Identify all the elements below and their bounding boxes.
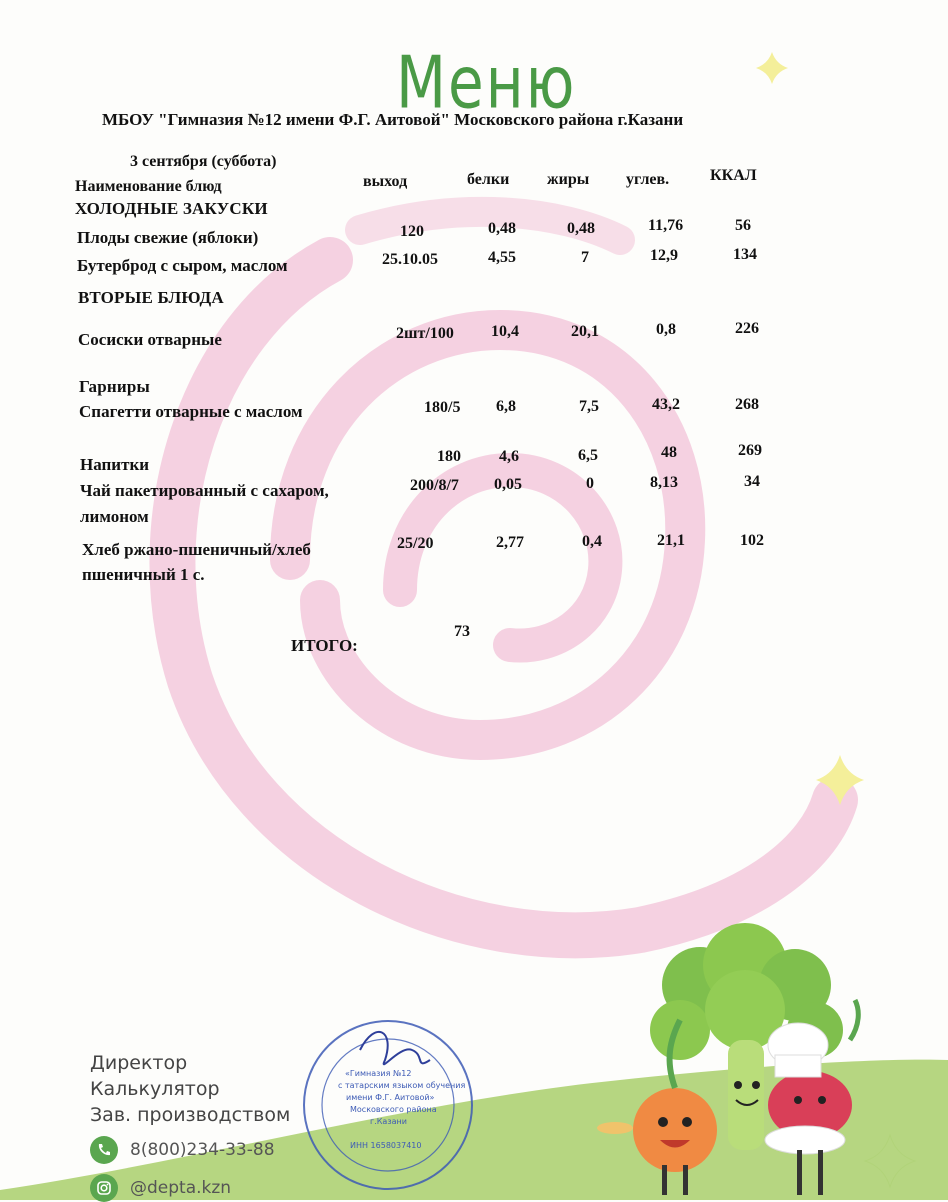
dish-carbs: 0,8 <box>656 321 676 338</box>
dish-output: 25.10.05 <box>382 251 438 268</box>
dish-carbs: 43,2 <box>652 396 680 413</box>
dish-kcal: 269 <box>738 442 762 459</box>
section-title: ХОЛОДНЫЕ ЗАКУСКИ <box>75 199 268 218</box>
column-protein-header: белки <box>467 171 510 188</box>
dish-name: Плоды свежие (яблоки) <box>77 228 259 247</box>
dish-kcal: 268 <box>735 396 759 413</box>
dish-name: Бутерброд с сыром, маслом <box>77 256 288 275</box>
dish-carbs: 21,1 <box>657 532 685 549</box>
dish-protein: 4,55 <box>488 249 516 266</box>
dish-fat: 7 <box>581 249 589 266</box>
section-title: Гарниры <box>79 377 150 396</box>
footer-production: Зав. производством <box>90 1104 291 1126</box>
menu-title: Меню <box>396 40 577 125</box>
dish-protein: 0,48 <box>488 220 516 237</box>
footer-director: Директор <box>90 1052 188 1074</box>
dish-kcal: 102 <box>740 532 764 549</box>
dish-carbs: 12,9 <box>650 247 678 264</box>
dish-name: Напитки <box>80 455 150 474</box>
dish-output: 120 <box>400 223 424 240</box>
dish-fat: 0 <box>586 475 594 492</box>
stamp-line: имени Ф.Г. Аитовой» <box>346 1093 435 1102</box>
instagram-handle: @depta.kzn <box>130 1178 232 1198</box>
dish-name-continued: лимоном <box>80 507 149 526</box>
column-name-header: Наименование блюд <box>75 178 222 195</box>
dish-protein: 6,8 <box>496 398 516 415</box>
school-name: МБОУ "Гимназия №12 имени Ф.Г. Аитовой" Московского района г.Казани <box>102 110 684 129</box>
stamp-line: «Гимназия №12 <box>345 1069 412 1078</box>
dish-name: Чай пакетированный с сахаром, <box>80 481 329 500</box>
instagram-icon <box>90 1174 118 1202</box>
dish-name: Спагетти отварные с маслом <box>79 402 303 421</box>
dish-output: 180 <box>437 448 461 465</box>
dish-name: Сосиски отварные <box>78 330 222 349</box>
dish-output: 200/8/7 <box>410 477 459 494</box>
footer-calculator: Калькулятор <box>90 1078 220 1100</box>
stamp-line: с татарским языком обучения <box>338 1081 466 1090</box>
dish-output: 180/5 <box>424 399 461 416</box>
section-title: ВТОРЫЕ БЛЮДА <box>78 288 224 307</box>
stamp-line: Московского района <box>350 1105 437 1114</box>
dish-fat: 0,4 <box>582 533 602 550</box>
column-output-header: выход <box>363 173 408 190</box>
dish-kcal: 56 <box>735 217 751 234</box>
dish-protein: 0,05 <box>494 476 522 493</box>
dish-kcal: 134 <box>733 246 757 263</box>
dish-carbs: 8,13 <box>650 474 678 491</box>
phone-icon <box>90 1136 118 1164</box>
instagram-contact[interactable] <box>90 1174 231 1202</box>
dish-output: 2шт/100 <box>396 325 454 342</box>
dish-name-continued: пшеничный 1 с. <box>82 565 205 584</box>
dish-protein: 10,4 <box>491 323 519 340</box>
dish-output: 25/20 <box>397 535 434 552</box>
column-carbs-header: углев. <box>626 171 670 188</box>
dish-fat: 7,5 <box>579 398 599 415</box>
dish-kcal: 226 <box>735 320 759 337</box>
dish-fat: 6,5 <box>578 447 598 464</box>
dish-protein: 4,6 <box>499 448 519 465</box>
column-fat-header: жиры <box>547 171 590 188</box>
phone-number: 8(800)234-33-88 <box>130 1140 275 1160</box>
dish-fat: 20,1 <box>571 323 599 340</box>
dish-name: Хлеб ржано-пшеничный/хлеб <box>82 540 311 559</box>
total-value: 73 <box>454 623 470 640</box>
column-kcal-header: ККАЛ <box>710 167 757 184</box>
dish-fat: 0,48 <box>567 220 595 237</box>
total-label: ИТОГО: <box>291 636 358 655</box>
dish-carbs: 48 <box>661 444 677 461</box>
stamp-line: г.Казани <box>370 1117 407 1126</box>
dish-protein: 2,77 <box>496 534 524 551</box>
dish-carbs: 11,76 <box>648 217 684 234</box>
dish-kcal: 34 <box>744 473 760 490</box>
menu-date: 3 сентября (суббота) <box>130 153 277 170</box>
stamp-inn: ИНН 1658037410 <box>350 1141 422 1150</box>
phone-contact[interactable] <box>90 1136 275 1164</box>
